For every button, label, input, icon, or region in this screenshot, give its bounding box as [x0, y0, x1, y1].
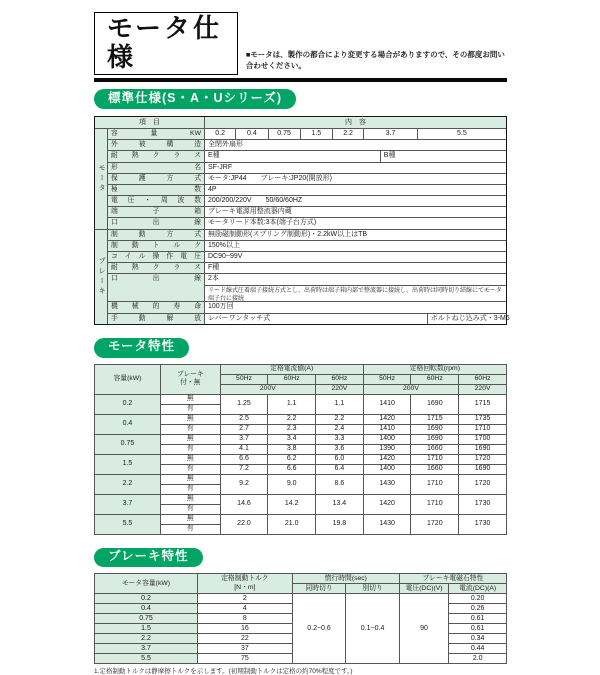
section-heading-standard: 標準仕様(S・A・Uシリーズ) — [94, 89, 296, 109]
value-cell: 1690 — [411, 394, 459, 414]
brake-lead-count: 2本 — [205, 274, 506, 285]
value-cell: 1.25 — [220, 394, 268, 414]
capacity-cell: 0.2 — [95, 394, 161, 414]
value-cell: 1710 — [411, 494, 459, 514]
row-label: 機械的寿命 — [108, 302, 205, 312]
row-poles — [108, 185, 506, 196]
row-value: 150%以上 — [208, 241, 240, 249]
capacity-cell: 0.75 — [95, 434, 161, 454]
torque-cell: 37 — [198, 644, 293, 654]
brake-without-cell: 無 — [160, 454, 220, 464]
brake-with-cell: 有 — [160, 404, 220, 414]
row-label: 容量KW — [108, 129, 205, 139]
capacity-cell: 3.7 — [95, 494, 161, 514]
value-cell: 22.0 — [220, 514, 268, 534]
col-simultaneous-cut: 同時切り — [292, 584, 346, 594]
group-coast-time: 惰行時間(sec) — [292, 574, 399, 584]
row-terminal-box — [108, 207, 506, 218]
value-cell: 1710 — [411, 454, 459, 464]
torque-cell: 2 — [198, 594, 293, 604]
col-200v: 200V — [363, 384, 458, 394]
value-cell: 1400 — [363, 464, 411, 474]
torque-cell: 22 — [198, 634, 293, 644]
brake-with-cell: 有 — [160, 444, 220, 454]
value-cell: 8.6 — [316, 474, 364, 494]
capacity-cell: 0.75 — [95, 614, 198, 624]
brake-without-cell: 無 — [160, 394, 220, 404]
col-brake-line1: ブレーキ — [176, 370, 204, 378]
row-voltage — [108, 196, 506, 207]
brake-with-cell: 有 — [160, 464, 220, 474]
footnote: 1.定格制動トルクは静摩擦トルクを示します。(初期制動トルクは定格の約70%程度です。) — [94, 668, 353, 675]
brake-with-cell: 有 — [160, 484, 220, 494]
title-note: ■モータは、製作の都合により変更する場合がありますので、その都度お問い合わせください。 — [245, 50, 505, 71]
group-rpm: 定格回転数(rpm) — [363, 364, 506, 374]
header-content: 内 容 — [345, 118, 366, 126]
value-cell: 1660 — [411, 444, 459, 454]
value-cell: 6.6 — [268, 464, 316, 474]
col-220v: 220V — [316, 384, 364, 394]
table-row — [95, 594, 507, 604]
row-brake-lead — [108, 274, 506, 302]
value-cell: 1.1 — [316, 394, 364, 414]
value-cell: 1700 — [459, 434, 507, 444]
row-value: モータリード本数:3本(端子台方式) — [208, 219, 317, 227]
brake-chars-table — [94, 573, 507, 664]
value-cell: 3.4 — [268, 434, 316, 444]
col-separate-cut: 別切り — [346, 584, 400, 594]
row-value: DC90~99V — [208, 253, 243, 260]
current-cell: 0.44 — [449, 644, 507, 654]
value-cell: 1710 — [459, 424, 507, 434]
value-cell: 4.1 — [220, 444, 268, 454]
col-current-dc: 電流(DC)(A) — [449, 584, 507, 594]
capacity-cell: 3.7 — [95, 644, 198, 654]
motor-chars-table — [94, 364, 507, 535]
value-cell: 2.4 — [316, 424, 364, 434]
brake-with-cell: 有 — [160, 504, 220, 514]
capacity-cell: 1.5 — [95, 624, 198, 634]
capacity-cell: 1.5 — [301, 129, 333, 139]
value-cell: 3.3 — [316, 434, 364, 444]
capacity-cell: 0.2 — [205, 129, 236, 139]
standard-spec-table — [94, 116, 510, 325]
value-cell: 2.3 — [268, 424, 316, 434]
row-value: ブレーキ電源用整流器内蔵 — [208, 208, 292, 216]
value-cell: 1715 — [459, 394, 507, 414]
group-magnet: ブレーキ電磁石特性 — [399, 574, 506, 584]
capacity-cell: 0.2 — [95, 594, 198, 604]
row-value: 100万回 — [208, 303, 234, 311]
value-cell: 2.7 — [220, 424, 268, 434]
row-label: 制動トルク — [108, 241, 205, 251]
value-cell: 1730 — [459, 494, 507, 514]
value-cell: 1410 — [363, 394, 411, 414]
capacity-cell: 0.4 — [95, 414, 161, 434]
value-cell: 6.0 — [316, 454, 364, 464]
capacity-cell: 2.2 — [95, 474, 161, 494]
capacity-cell: 0.4 — [95, 604, 198, 614]
col-capacity: 容量(kW) — [95, 364, 161, 394]
capacity-cell: 3.7 — [364, 129, 418, 139]
col-60hz: 60Hz — [268, 374, 316, 384]
row-protection — [108, 174, 506, 185]
current-cell: 0.20 — [449, 594, 507, 604]
row-heat-class — [108, 151, 506, 162]
header-item: 項 目 — [95, 117, 205, 128]
value-cell: 2.5 — [220, 414, 268, 424]
col-50hz: 50Hz — [220, 374, 268, 384]
brake-without-cell: 無 — [160, 494, 220, 504]
heat-class-e: E種 — [205, 151, 381, 161]
group-current: 定格電流値(A) — [220, 364, 363, 374]
col-voltage-dc: 電圧(DC)(V) — [399, 584, 448, 594]
col-brake — [160, 364, 220, 394]
manual-release-lever: レバーワンタッチ式 — [205, 314, 428, 324]
table-row — [95, 474, 507, 484]
capacity-cell: 5.5 — [95, 654, 198, 664]
row-value: 200/200/220V 50/60/60HZ — [208, 197, 303, 205]
current-cell: 0.26 — [449, 604, 507, 614]
value-cell: 21.0 — [268, 514, 316, 534]
table-row — [95, 434, 507, 444]
brake-chars-header — [95, 574, 507, 594]
capacity-cell: 1.5 — [95, 454, 161, 474]
value-cell: 3.6 — [316, 444, 364, 454]
row-label: 極数 — [108, 185, 205, 195]
band-brake: ブレーキ — [95, 230, 108, 324]
row-label: 口出線 — [108, 218, 205, 228]
value-cell: 1390 — [363, 444, 411, 454]
value-cell: 1715 — [411, 414, 459, 424]
row-braking-torque — [108, 241, 506, 252]
row-value: 全閉外扇形 — [208, 141, 243, 149]
value-cell: 1690 — [459, 464, 507, 474]
coast-separate-cell: 0.1~0.4 — [346, 594, 400, 664]
row-label: 外被構造 — [108, 140, 205, 150]
row-label: 端子箱 — [108, 207, 205, 217]
row-label: 電圧・周波数 — [108, 196, 205, 206]
current-cell: 0.34 — [449, 634, 507, 644]
value-cell: 1660 — [411, 464, 459, 474]
brake-lead-detail: リード線式圧着端子接続方式とし、出荷時は端子箱内部で整流器に接続し、出荷時は同時切り結線にてモータ端子台に接続 — [208, 288, 502, 303]
torque-cell: 16 — [198, 624, 293, 634]
row-manual-release — [108, 314, 510, 324]
table-row — [95, 514, 507, 524]
torque-cell: 4 — [198, 604, 293, 614]
value-cell: 9.2 — [220, 474, 268, 494]
value-cell: 1420 — [363, 454, 411, 464]
col-60hz: 60Hz — [316, 374, 364, 384]
value-cell: 1690 — [411, 434, 459, 444]
brake-without-cell: 無 — [160, 434, 220, 444]
col-220v: 220V — [459, 384, 507, 394]
value-cell: 1420 — [363, 494, 411, 514]
torque-cell: 75 — [198, 654, 293, 664]
row-label: 耐熱クラス — [108, 151, 205, 161]
title-rule — [94, 78, 507, 82]
row-value: SF-JRF — [208, 163, 233, 171]
value-cell: 1.1 — [268, 394, 316, 414]
value-cell: 1690 — [411, 424, 459, 434]
capacity-cell: 5.5 — [95, 514, 161, 534]
heat-class-b: B種 — [383, 152, 396, 160]
voltage-cell: 90 — [399, 594, 448, 664]
brake-without-cell: 無 — [160, 514, 220, 524]
table-row — [95, 454, 507, 464]
value-cell: 1720 — [411, 514, 459, 534]
col-200v: 200V — [220, 384, 315, 394]
row-enclosure — [108, 140, 506, 151]
value-cell: 3.7 — [220, 434, 268, 444]
value-cell: 2.2 — [316, 414, 364, 424]
col-brake-line2: 付・無 — [180, 379, 201, 386]
col-60hz: 60Hz — [411, 374, 459, 384]
value-cell: 19.8 — [316, 514, 364, 534]
col-torque-line2: [N・m] — [234, 583, 256, 591]
table-row — [95, 494, 507, 504]
row-mech-life — [108, 302, 506, 313]
row-value: 無励磁制動形(スプリング制動形)・2.2kW以上はTB — [208, 230, 368, 238]
motor-group — [95, 129, 506, 229]
row-label: コイル操作電圧 — [108, 252, 205, 262]
row-model — [108, 163, 506, 174]
row-value: 4P — [208, 185, 217, 193]
value-cell: 1430 — [363, 514, 411, 534]
value-cell: 14.2 — [268, 494, 316, 514]
row-label: 口出線 — [108, 274, 205, 301]
capacity-cell: 0.75 — [269, 129, 301, 139]
value-cell: 3.8 — [268, 444, 316, 454]
brake-group — [95, 229, 510, 324]
brake-with-cell: 有 — [160, 424, 220, 434]
row-coil-voltage — [108, 252, 506, 263]
current-cell: 2.0 — [449, 654, 507, 664]
standard-table-header — [95, 117, 506, 129]
row-label: 手動解放 — [108, 314, 205, 324]
capacity-cell: 2.2 — [333, 129, 364, 139]
current-cell: 0.61 — [449, 614, 507, 624]
row-label: 保護方式 — [108, 174, 205, 184]
row-capacity — [108, 129, 506, 140]
title-bar — [94, 12, 507, 75]
coast-simultaneous-cell: 0.2~0.6 — [292, 594, 346, 664]
value-cell: 1430 — [363, 474, 411, 494]
table-row — [95, 394, 507, 404]
value-cell: 7.2 — [220, 464, 268, 474]
value-cell: 1720 — [459, 474, 507, 494]
brake-without-cell: 無 — [160, 414, 220, 424]
motor-chars-header — [95, 364, 507, 394]
value-cell: 2.2 — [268, 414, 316, 424]
row-label: 形名 — [108, 163, 205, 173]
page-title: モータ仕様 — [94, 12, 238, 75]
brake-with-cell: 有 — [160, 524, 220, 534]
col-50hz: 50Hz — [363, 374, 411, 384]
col-rated-torque — [198, 574, 293, 594]
row-label: 制動方式 — [108, 230, 205, 240]
row-value: F種 — [208, 264, 220, 272]
value-cell: 1720 — [459, 454, 507, 464]
value-cell: 1400 — [363, 434, 411, 444]
manual-release-bolt: ボルトねじ込み式・3-M6 — [430, 314, 510, 322]
torque-cell: 8 — [198, 614, 293, 624]
capacity-cell: 2.2 — [95, 634, 198, 644]
row-braking-method — [108, 230, 506, 241]
row-label: 耐熱クラス — [108, 263, 205, 273]
value-cell: 1730 — [459, 514, 507, 534]
row-motor-lead — [108, 218, 506, 228]
row-brake-heat-class — [108, 263, 506, 274]
value-cell: 1420 — [363, 414, 411, 424]
col-motor-capacity: モータ容量(kW) — [95, 574, 198, 594]
capacity-cell: 5.5 — [457, 129, 467, 137]
value-cell: 6.2 — [268, 454, 316, 464]
col-60hz: 60Hz — [459, 374, 507, 384]
col-torque-line1: 定格制動トルク — [221, 575, 269, 583]
value-cell: 14.6 — [220, 494, 268, 514]
value-cell: 6.4 — [316, 464, 364, 474]
brake-without-cell: 無 — [160, 474, 220, 484]
current-cell: 0.61 — [449, 624, 507, 634]
band-motor: モータ — [95, 129, 108, 229]
section-heading-motor-chars: モータ特性 — [94, 338, 189, 358]
capacity-cell: 0.4 — [236, 129, 268, 139]
value-cell: 6.6 — [220, 454, 268, 464]
value-cell: 13.4 — [316, 494, 364, 514]
value-cell: 1735 — [459, 414, 507, 424]
value-cell: 1710 — [411, 474, 459, 494]
value-cell: 1690 — [459, 444, 507, 454]
value-cell: 9.0 — [268, 474, 316, 494]
brake-chars-body — [95, 594, 507, 664]
table-row — [95, 414, 507, 424]
value-cell: 1410 — [363, 424, 411, 434]
section-heading-brake-chars: ブレーキ特性 — [94, 548, 203, 568]
row-value: モータ:JP44 ブレーキ:JP20(開放形) — [208, 174, 332, 182]
motor-chars-body — [95, 394, 507, 534]
